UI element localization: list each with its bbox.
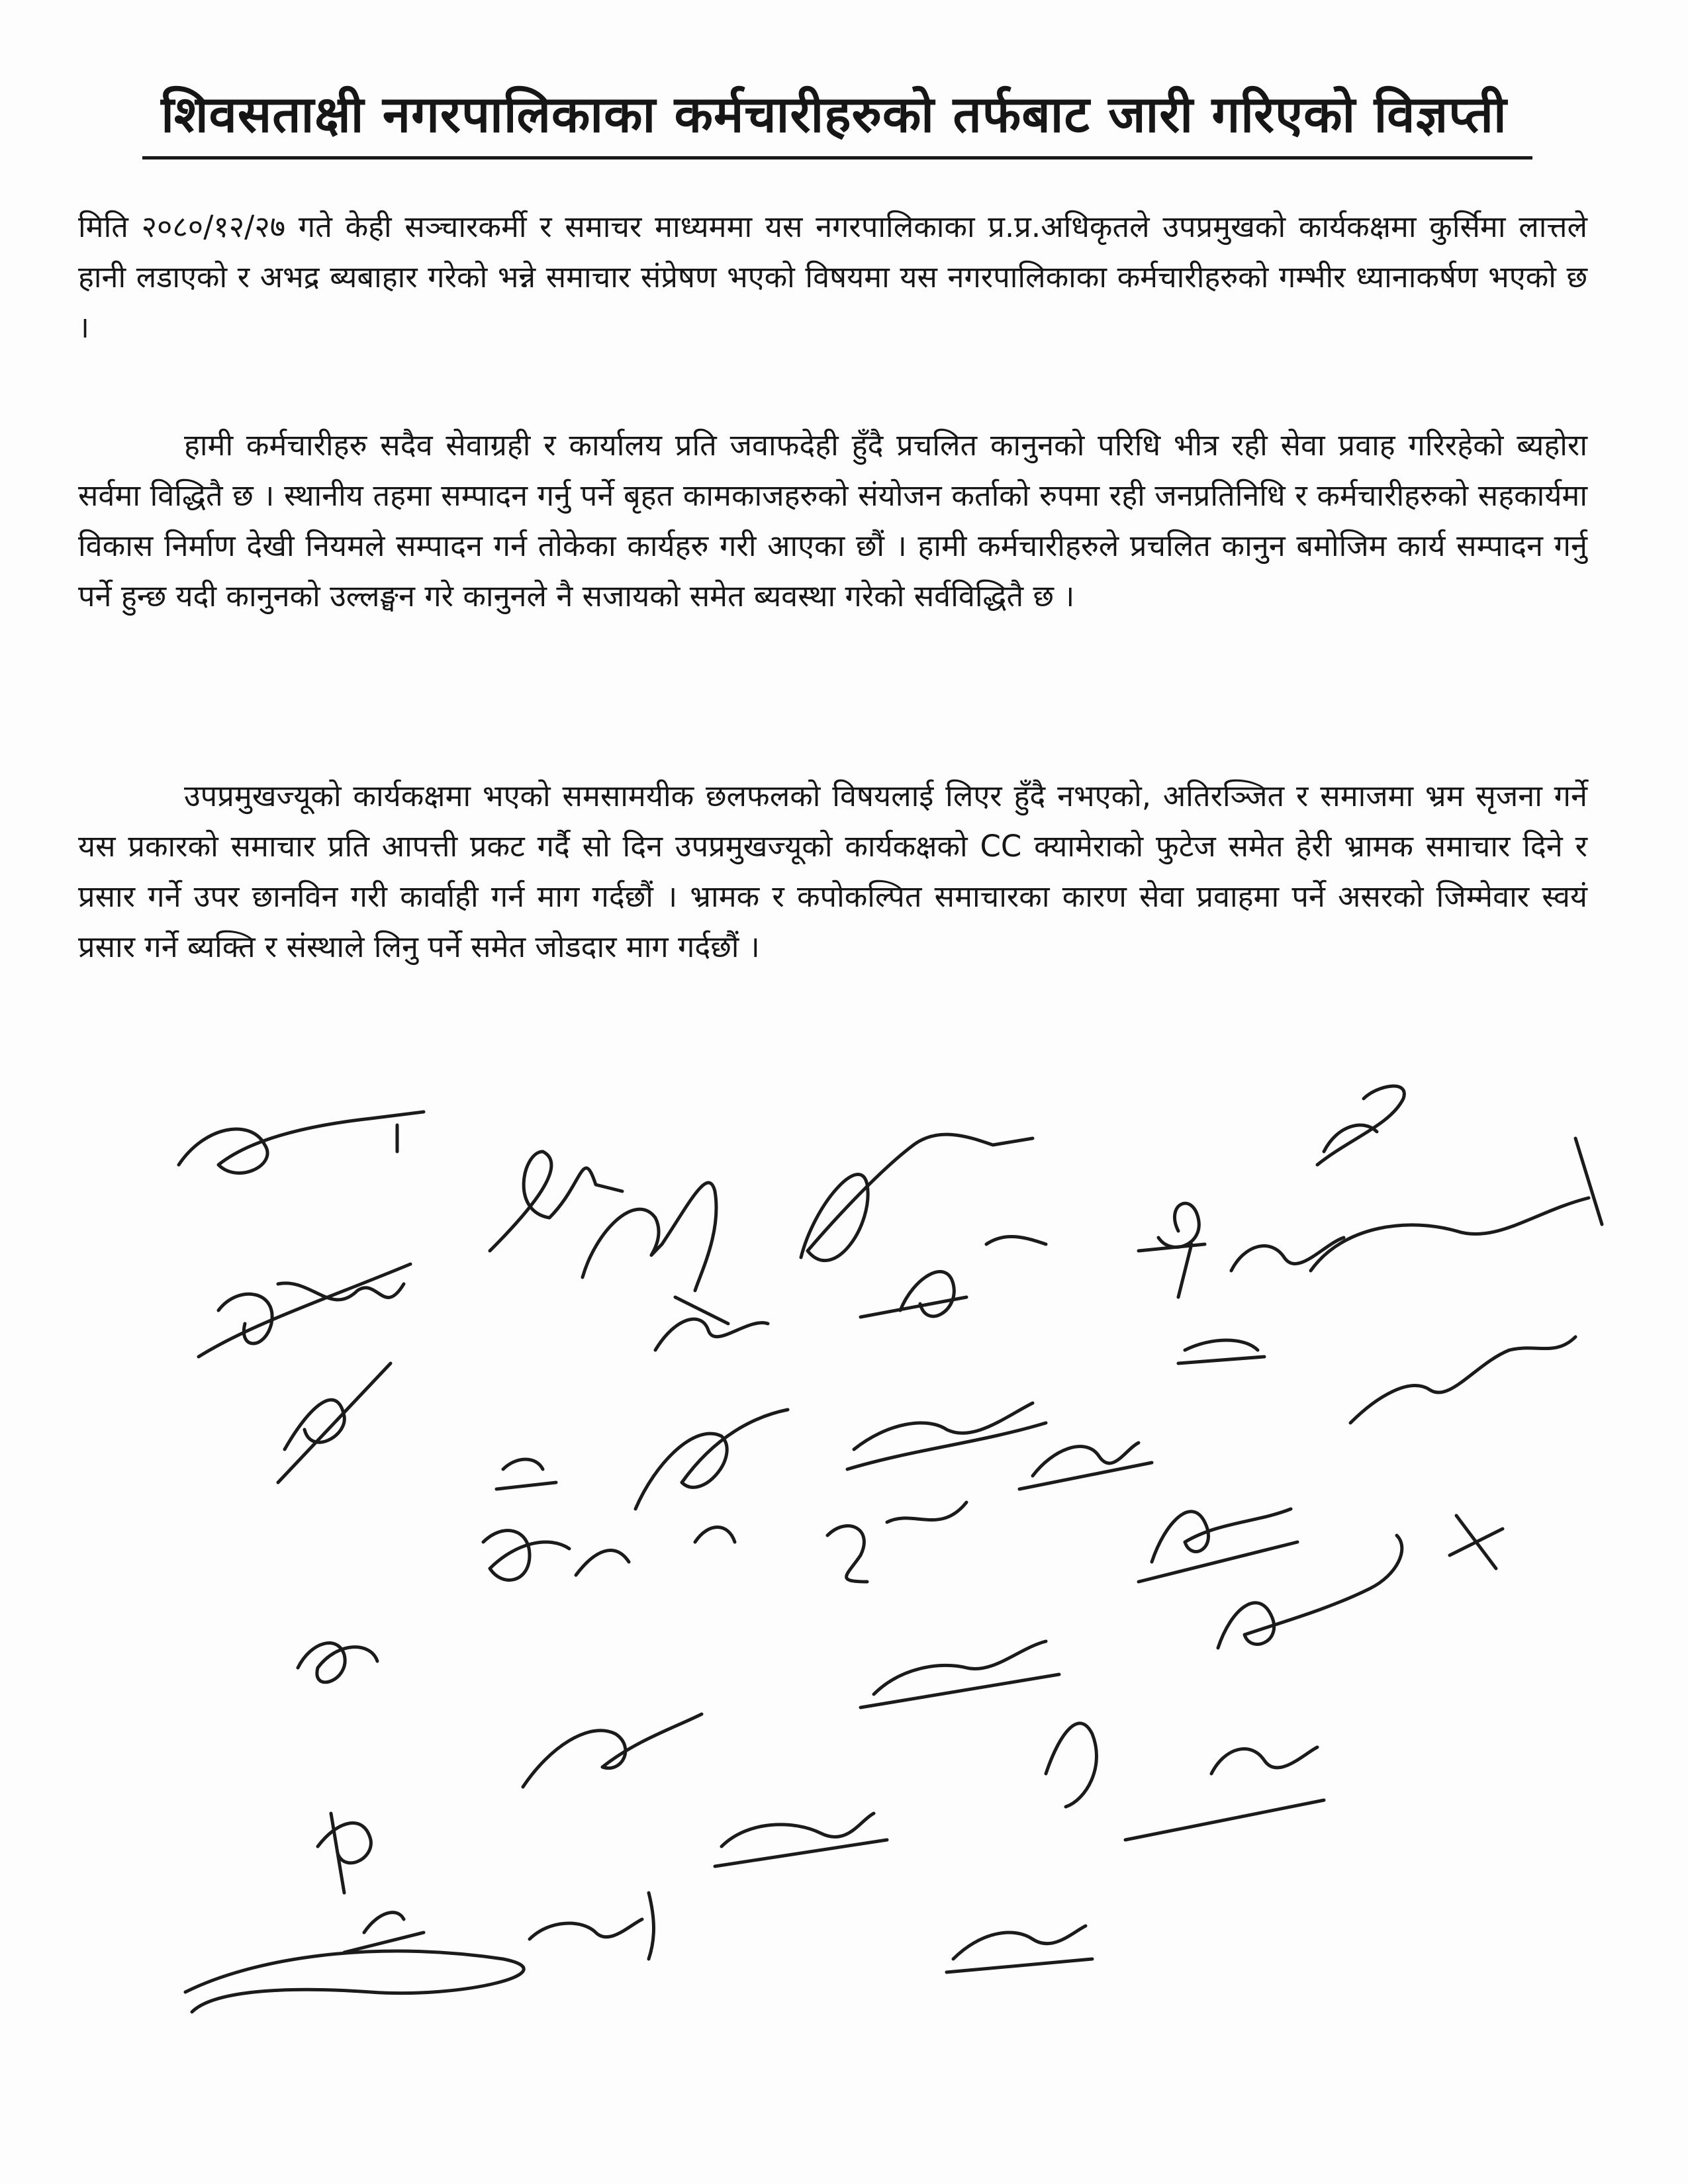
signature-8	[861, 1236, 1046, 1317]
signature-9	[1231, 1138, 1602, 1271]
signature-27	[1046, 1723, 1096, 1807]
signature-18	[483, 1531, 629, 1580]
signature-6	[199, 1264, 410, 1357]
signature-11	[278, 1363, 391, 1482]
signature-19	[695, 1527, 735, 1543]
signature-26	[523, 1714, 702, 1787]
signature-25	[1218, 1535, 1402, 1648]
paragraph-staff-commitment: हामी कर्मचारीहरु सदैव सेवाग्रही र कार्यालय प्रति जवाफदेही हुँदै प्रचलित कानुनको परिधि भीत्र रही सेवा प्रवाह गरिरहेको ब्यहोरा सर्वमा विद्धितै छ । स्थानीय तहमा सम्पादन गर्नु पर्ने बृहत कामकाजहरुको संयोजन कर्ताको रुपमा रही जनप्रतिनिधि र कर्मचारीहरुको सहकार्यमा विकास निर्माण देखी नियमले सम्पादन गर्न तोकेका कार्यहरु गरी आएका छौं । हामी कर्मचारीहरुले प्रचलित कानुन बमोजिम कार्य सम्पादन गर्नु पर्ने हुन्छ यदी कानुनको उल्लङ्घन गरे कानुनले नै सजायको समेत ब्यवस्था गरेको सर्वविद्धितै छ ।	[78, 428, 1587, 614]
signature-31	[344, 1913, 424, 1952]
signature-16	[1350, 1337, 1575, 1423]
paragraph-demand: उपप्रमुखज्यूको कार्यकक्षमा भएको समसामयीक छलफलको विषयलाई लिएर हुँदै नभएको, अतिरञ्जित र समाजमा भ्रम सृजना गर्ने यस प्रकारको समाचार प्रति आपत्ती प्रकट गर्दै सो दिन उपप्रमुखज्यूको कार्यकक्षको CC क्यामेराको फुटेज समेत हेरी भ्रामक समाचार दिने र प्रसार गर्ने उपर छानविन गरी कार्वाही गर्न माग गर्दछौं । भ्रामक र कपोकल्पित समाचारका कारण सेवा प्रवाहमा पर्ने असरको जिम्मेवार स्वयं प्रसार गर्ने ब्यक्ति र संस्थाले लिनु पर्ने समेत जोडदार माग गर्दछौं ।	[78, 778, 1587, 964]
signature-15	[1178, 1340, 1264, 1363]
signature-33	[947, 1926, 1092, 1972]
signature-7	[1139, 1203, 1205, 1297]
signature-30	[715, 1813, 887, 1866]
signature-20	[827, 1502, 966, 1582]
signature-13	[635, 1410, 788, 1509]
notice-title: शिवसताक्षी नगरपालिकाका कर्मचारीहरुको तर्फबाट जारी गरिएको विज्ञप्ती	[161, 85, 1507, 144]
signature-10	[655, 1297, 768, 1350]
signature-14	[847, 1403, 1046, 1469]
signature-28	[1125, 1747, 1324, 1840]
signature-29	[318, 1813, 371, 1893]
signature-5	[1317, 1086, 1404, 1165]
signature-22	[1450, 1516, 1503, 1569]
signature-32	[530, 1893, 654, 1959]
signature-3	[583, 1183, 716, 1291]
signature-23	[298, 1643, 377, 1682]
paragraph-incident: मिति २०८०/१२/२७ गते केही सञ्चारकर्मी र समाचर माध्यममा यस नगरपालिकाका प्र.प्र.अधिकृतले उपप्रमुखको कार्यकक्षमा कुर्सिमा लात्तले हानी लडाएको र अभद्र ब्यबाहार गरेको भन्ने समाचार संप्रेषण भएको विषयमा यस नगरपालिकाका कर्मचारीहरुको गम्भीर ध्यानाकर्षण भएको छ ।	[78, 209, 1587, 345]
signature-21	[1139, 1509, 1297, 1582]
signature-34	[185, 1951, 524, 2012]
signature-12	[496, 1459, 556, 1489]
signature-4	[801, 1134, 1033, 1260]
signature-24	[861, 1641, 1059, 1707]
signatures-area	[0, 1032, 1688, 2158]
signature-17	[1019, 1443, 1152, 1489]
title-underline	[142, 156, 1532, 159]
signature-1	[179, 1112, 424, 1173]
